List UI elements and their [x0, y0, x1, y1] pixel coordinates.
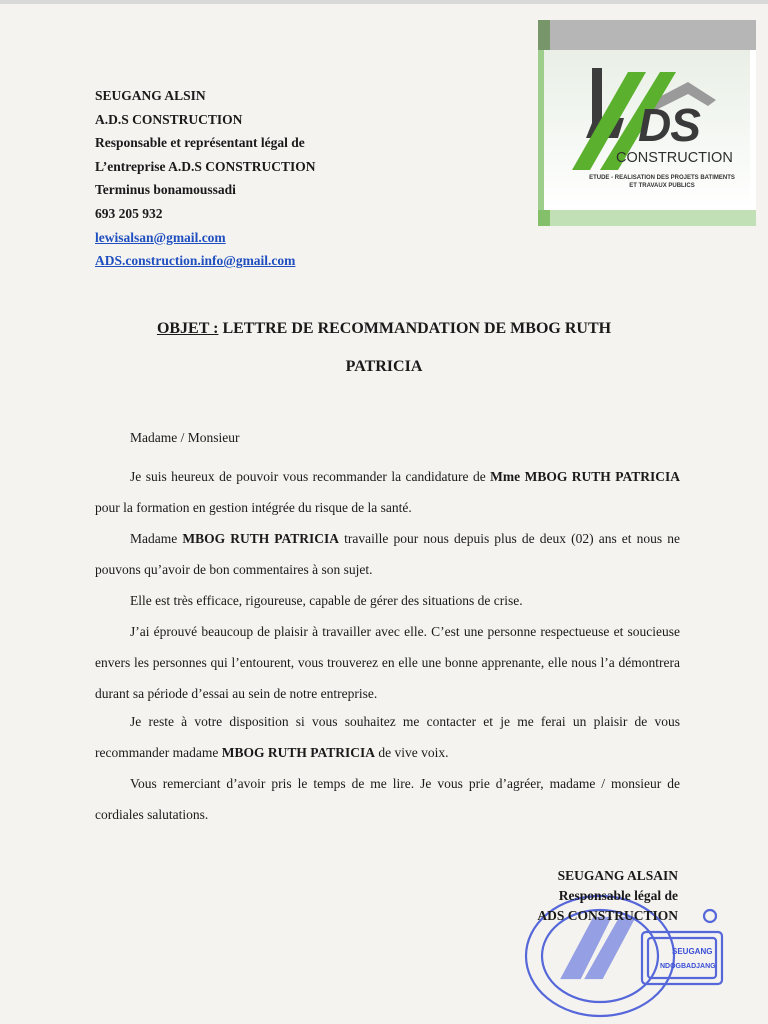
p1-candidate-name: Mme MBOG RUTH PATRICIA	[490, 469, 680, 484]
logo-tagline	[566, 174, 758, 190]
subject-line-1	[0, 320, 768, 338]
logo-tagline-line2: ET TRAVAUX PUBLICS	[629, 183, 695, 189]
p3-text: Elle est très efficace, rigoureuse, capable de gérer des situations de crise.	[130, 593, 523, 608]
sender-role-line2: L’entreprise A.D.S CONSTRUCTION	[95, 158, 316, 174]
subject-label: OBJET :	[156, 320, 219, 337]
p2-text-c: travaille pour nous depuis plus de deux (02) ans et nous ne pouvons qu’avoir de bon commentaires à son sujet.	[95, 531, 680, 577]
sender-phone: 693 205 932	[95, 205, 163, 221]
sender-role-line1: Responsable et représentant légal de	[95, 135, 305, 151]
paragraph-1	[95, 461, 680, 523]
p1-text-a: Je suis heureux de pouvoir vous recommander la candidature de	[130, 469, 491, 484]
p6-text: Vous remerciant d’avoir pris le temps de me lire. Je vous prie d’agréer, madame / monsieur de cordiales salutations.	[95, 776, 680, 822]
p5-text-c: de vive voix.	[374, 745, 449, 760]
paragraph-5	[95, 706, 680, 768]
sender-email-link-1[interactable]: lewisalsan@gmail.com	[95, 229, 226, 245]
signature-block	[537, 866, 678, 926]
logo-tagline-line1: ETUDE - REALISATION DES PROJETS BATIMENTS	[589, 175, 735, 181]
logo-brand-text: DS	[638, 99, 700, 151]
signature-name: SEUGANG ALSAIN	[557, 868, 678, 883]
sender-company: A.D.S CONSTRUCTION	[95, 111, 243, 127]
paragraph-6	[95, 768, 680, 830]
p1-text-c: pour la formation en gestion intégrée du risque de la santé.	[95, 500, 412, 515]
signature-title: Responsable légal de	[558, 888, 678, 903]
signature-company: ADS CONSTRUCTION	[537, 908, 678, 923]
logo-construction-text: CONSTRUCTION	[616, 150, 733, 166]
p2-text-a: Madame	[130, 531, 183, 546]
paragraph-2	[95, 523, 680, 585]
sender-name: SEUGANG ALSIN	[95, 88, 206, 103]
paragraph-4	[95, 616, 680, 709]
subject-line-2: PATRICIA	[345, 358, 423, 375]
subject-text-1: LETTRE DE RECOMMANDATION DE MBOG RUTH	[218, 320, 612, 337]
stamp-place-text: NDOGBADJANG	[660, 963, 716, 970]
p2-candidate-name: MBOG RUTH PATRICIA	[182, 531, 340, 546]
sender-block	[95, 84, 316, 273]
sender-address: Terminus bonamoussadi	[95, 182, 236, 198]
sender-email-link-2[interactable]: ADS.construction.info@gmail.com	[95, 253, 296, 269]
p4-text: J’ai éprouvé beaucoup de plaisir à travailler avec elle. C’est une personne respectueuse et soucieuse envers les personnes qui l’entourent, vous trouverez en elle une bonne apprenante, elle nous l’a démontrera durant sa période d’essai au sein de notre entreprise.	[95, 624, 680, 701]
p5-candidate-name: MBOG RUTH PATRICIA	[221, 745, 375, 760]
p5-text-a: Je reste à votre disposition si vous souhaitez me contacter et je me ferai un plaisir de vous recommander madame	[95, 714, 680, 760]
paragraph-3	[95, 585, 680, 616]
stamp-name-text: SEUGANG	[672, 947, 713, 956]
page-top-edge	[0, 0, 768, 4]
salutation: Madame / Monsieur	[130, 430, 240, 445]
